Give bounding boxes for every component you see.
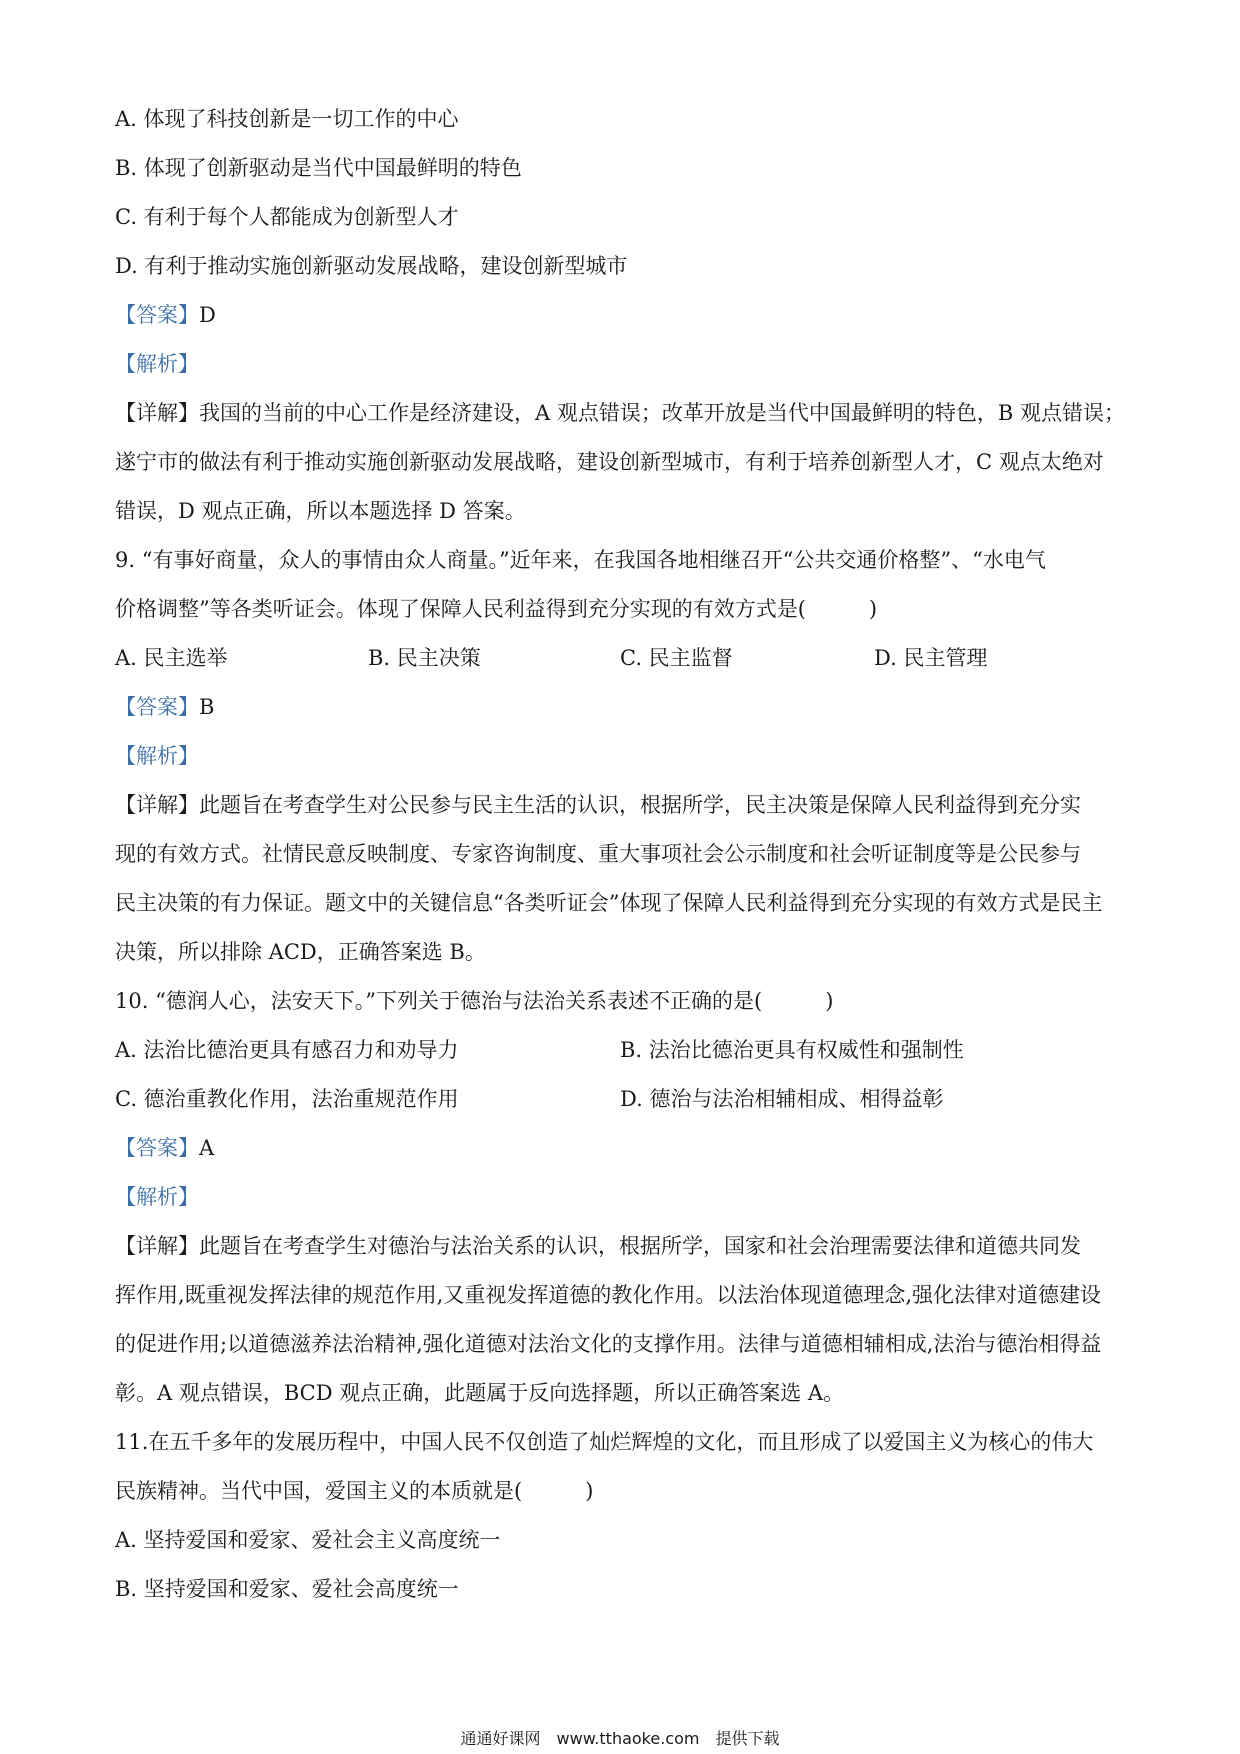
q10-detail-line-1 — [115, 1231, 1131, 1261]
q8-option-a: A. 体现了科技创新是一切工作的中心 — [115, 107, 459, 131]
analysis-tag: 【解析】 — [115, 744, 199, 768]
q11-stem-line-1: 11.在五千多年的发展历程中，中国人民不仅创造了灿烂辉煌的文化，而且形成了以爱国主义为核心的伟大 — [115, 1430, 1094, 1454]
q9-option-d: D. 民主管理 — [874, 646, 988, 670]
q11-option-a: A. 坚持爱国和爱家、爱社会主义高度统一 — [115, 1528, 501, 1552]
q10-option-a: A. 法治比德治更具有感召力和劝导力 — [115, 1038, 459, 1062]
q9-stem-line-2: 价格调整”等各类听证会。体现了保障人民利益得到充分实现的有效方式是( ) — [115, 597, 878, 621]
answer-tag: 【答案】 — [115, 695, 199, 719]
page-footer: 通通好课网 www.tthaoke.com 提供下载 — [460, 1729, 780, 1748]
q10-option-c: C. 德治重教化作用，法治重规范作用 — [115, 1087, 459, 1111]
q8-detail-line-2: 遂宁市的做法有利于推动实施创新驱动发展战略，建设创新型城市，有利于培养创新型人才，C 观点太绝对 — [115, 450, 1104, 474]
q10-detail-line-4: 彰。A 观点错误，BCD 观点正确，此题属于反向选择题，所以正确答案选 A。 — [115, 1381, 845, 1405]
q11-stem-line-2: 民族精神。当代中国，爱国主义的本质就是( ) — [115, 1479, 594, 1503]
answer-tag: 【答案】 — [115, 303, 199, 327]
q8-option-c: C. 有利于每个人都能成为创新型人才 — [115, 205, 459, 229]
q8-analysis-tag — [115, 349, 1131, 379]
q8-option-b: B. 体现了创新驱动是当代中国最鲜明的特色 — [115, 156, 522, 180]
q10-analysis-tag — [115, 1182, 1131, 1212]
q10-detail-line-3: 的促进作用;以道德滋养法治精神,强化道德对法治文化的支撑作用。法律与道德相辅相成,法治与德治相得益 — [115, 1332, 1102, 1356]
q8-option-d: D. 有利于推动实施创新驱动发展战略，建设创新型城市 — [115, 254, 628, 278]
detail-tag: 【详解】 — [115, 793, 199, 817]
answer-tag: 【答案】 — [115, 1136, 199, 1160]
q10-detail-line-2: 挥作用,既重视发挥法律的规范作用,又重视发挥道德的教化作用。以法治体现道德理念,强化法律对道德建设 — [115, 1283, 1102, 1307]
detail-tag: 【详解】 — [115, 1234, 199, 1258]
q10-option-d: D. 德治与法治相辅相成、相得益彰 — [620, 1087, 944, 1111]
answer-value: A — [199, 1136, 215, 1160]
detail-text: 此题旨在考查学生对公民参与民主生活的认识，根据所学，民主决策是保障人民利益得到充分实 — [199, 793, 1081, 817]
q10-answer — [115, 1133, 1131, 1163]
q9-detail-line-4: 决策，所以排除 ACD，正确答案选 B。 — [115, 940, 486, 964]
q11-option-b: B. 坚持爱国和爱家、爱社会高度统一 — [115, 1577, 459, 1601]
q9-option-c: C. 民主监督 — [620, 646, 733, 670]
q8-detail-line-3: 错误，D 观点正确，所以本题选择 D 答案。 — [115, 499, 526, 523]
q9-stem-line-1: 9. “有事好商量，众人的事情由众人商量。”近年来，在我国各地相继召开“公共交通价格整”、“水电气 — [115, 548, 1046, 572]
analysis-tag: 【解析】 — [115, 352, 199, 376]
q9-detail-line-3: 民主决策的有力保证。题文中的关键信息“各类听证会”体现了保障人民利益得到充分实现的有效方式是民主 — [115, 891, 1103, 915]
q9-detail-line-2: 现的有效方式。社情民意反映制度、专家咨询制度、重大事项社会公示制度和社会听证制度等是公民参与 — [115, 842, 1081, 866]
q9-detail-line-1 — [115, 790, 1131, 820]
q8-answer — [115, 300, 1131, 330]
q9-answer — [115, 692, 1131, 722]
answer-value: D — [199, 303, 216, 327]
q10-option-b: B. 法治比德治更具有权威性和强制性 — [620, 1038, 964, 1062]
analysis-tag: 【解析】 — [115, 1185, 199, 1209]
q8-detail-line-1 — [115, 398, 1131, 428]
answer-value: B — [199, 695, 215, 719]
q9-analysis-tag — [115, 741, 1131, 771]
detail-text: 此题旨在考查学生对德治与法治关系的认识，根据所学，国家和社会治理需要法律和道德共同发 — [199, 1234, 1081, 1258]
q10-stem: 10. “德润人心，法安天下。”下列关于德治与法治关系表述不正确的是( ) — [115, 989, 834, 1013]
q9-option-a: A. 民主选举 — [115, 646, 228, 670]
detail-tag: 【详解】 — [115, 401, 199, 425]
q9-option-b: B. 民主决策 — [368, 646, 481, 670]
detail-text: 我国的当前的中心工作是经济建设，A 观点错误；改革开放是当代中国最鲜明的特色，B 观点错误； — [199, 401, 1125, 425]
